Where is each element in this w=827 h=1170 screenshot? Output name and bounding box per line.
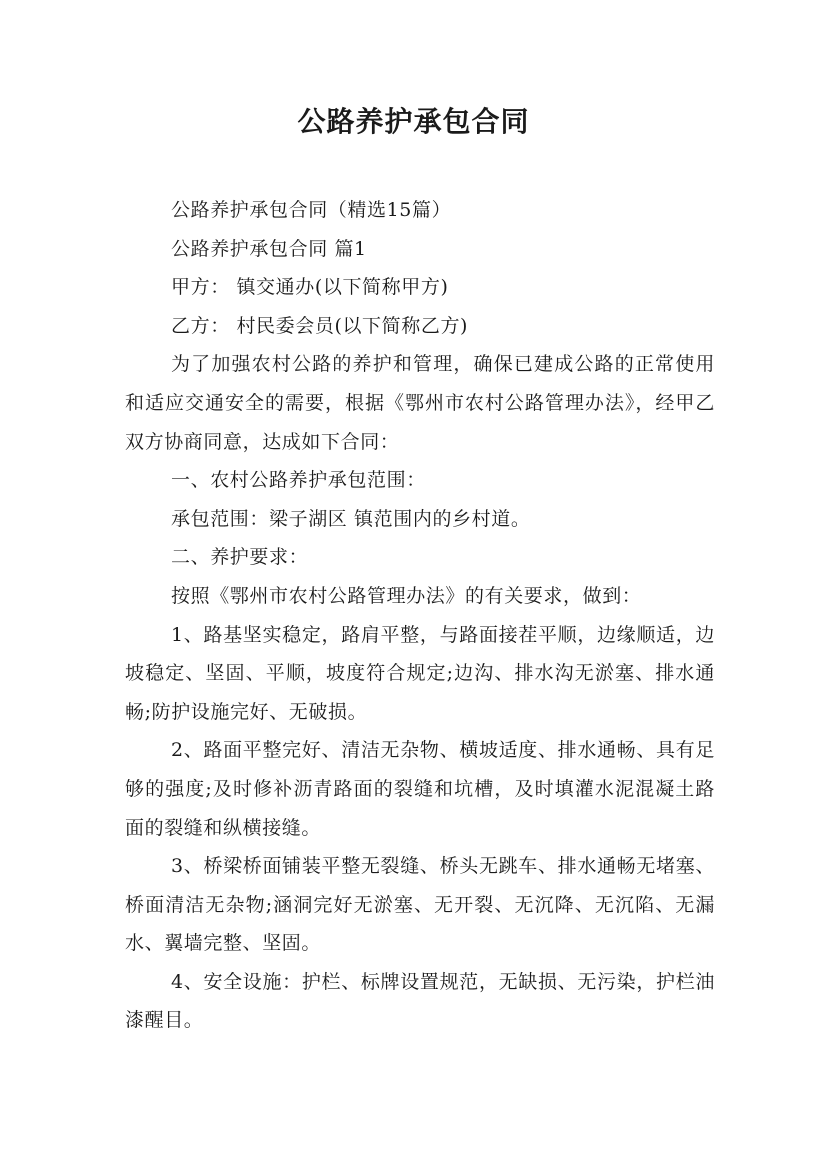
document-body [125, 191, 715, 1040]
paragraph-requirements-intro: 按照《鄂州市农村公路管理办法》的有关要求，做到： [171, 584, 642, 607]
paragraph-scope: 承包范围：梁子湖区 镇范围内的乡村道。 [171, 507, 531, 530]
paragraph-preamble: 为了加强农村公路的养护和管理，确保已建成公路的正常使用和适应交通安全的需要，根据《鄂州市农村公路管理办法》，经甲乙双方协商同意，达成如下合同： [125, 353, 715, 453]
paragraph-party-a: 甲方： 镇交通办(以下简称甲方) [171, 276, 449, 299]
list-item-pavement: 2、路面平整完好、清洁无杂物、横坡适度、排水通畅、具有足够的强度;及时修补沥青路面的裂缝和坑槽，及时填灌水泥混凝土路面的裂缝和纵横接缝。 [125, 739, 715, 839]
list-item-safety: 4、安全设施：护栏、标牌设置规范，无缺损、无污染，护栏油漆醒目。 [125, 970, 715, 1032]
section-heading-scope: 一、农村公路养护承包范围： [171, 469, 426, 492]
paragraph-subtitle: 公路养护承包合同（精选15篇） [171, 199, 452, 221]
list-item-bridges: 3、桥梁桥面铺装平整无裂缝、桥头无跳车、排水通畅无堵塞、桥面清洁无杂物;涵洞完好无淤塞、无开裂、无沉降、无沉陷、无漏水、翼墙完整、坚固。 [125, 855, 715, 955]
list-item-roadbed: 1、路基坚实稳定，路肩平整，与路面接茬平顺，边缘顺适，边坡稳定、坚固、平顺，坡度符合规定;边沟、排水沟无淤塞、排水通畅;防护设施完好、无破损。 [125, 623, 715, 723]
paragraph-chapter-heading: 公路养护承包合同 篇1 [171, 237, 367, 260]
document-title: 公路养护承包合同 [297, 105, 530, 138]
section-heading-requirements: 二、养护要求： [171, 546, 309, 569]
paragraph-party-b: 乙方： 村民委会员(以下简称乙方) [171, 314, 469, 337]
